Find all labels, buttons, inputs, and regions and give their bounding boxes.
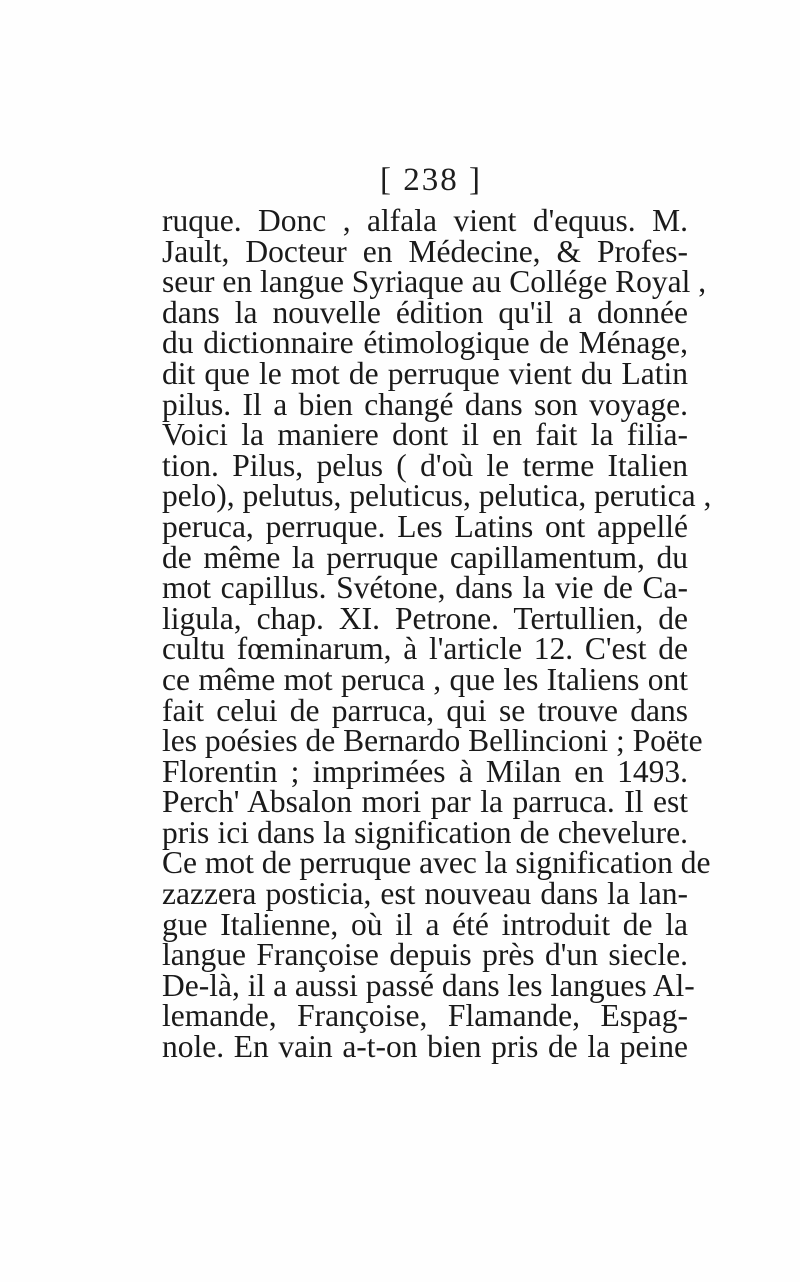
text-line: Jault, Docteur en Médecine, & Profes- (162, 233, 688, 269)
page-number: [ 238 ] (380, 162, 482, 198)
body-text (162, 203, 712, 1065)
text-line: dit que le mot de perruque vient du Latin (162, 355, 688, 391)
text-line: mot capillus. Svétone, dans la vie de Ca- (162, 570, 688, 606)
text-line: nole. En vain a-t-on bien pris de la peine (162, 1029, 688, 1065)
text-line: du dictionnaire étimologique de Ménage, (162, 325, 688, 361)
text-line: langue Françoise depuis près d'un siecle. (162, 937, 688, 973)
text-line: pilus. Il a bien changé dans son voyage. (162, 386, 688, 422)
text-line: Perch' Absalon mori par la parruca. Il est (162, 784, 688, 820)
text-line: pris ici dans la signification de chevelure. (162, 814, 688, 850)
text-line: cultu fœminarum, à l'article 12. C'est de (162, 631, 688, 667)
text-line: gue Italienne, où il a été introduit de la (162, 906, 688, 942)
text-line: ce même mot peruca , que les Italiens ont (162, 661, 688, 697)
text-line: ligula, chap. XI. Petrone. Tertullien, de (162, 600, 688, 636)
text-line: pelo), pelutus, peluticus, pelutica, perutica , (162, 478, 712, 514)
text-line: peruca, perruque. Les Latins ont appellé (162, 508, 688, 544)
text-line: Voici la maniere dont il en fait la filia- (162, 417, 688, 453)
text-line: De-là, il a aussi passé dans les langues Al- (162, 967, 695, 1003)
text-line: les poésies de Bernardo Bellincioni ; Poëte (162, 723, 703, 759)
text-line: dans la nouvelle édition qu'il a donnée (162, 294, 688, 330)
text-line: seur en langue Syriaque au Collége Royal , (162, 264, 707, 300)
text-line: tion. Pilus, pelus ( d'où le terme Italien (162, 447, 688, 483)
text-line: lemande, Françoise, Flamande, Espag- (162, 998, 688, 1034)
text-line: fait celui de parruca, qui se trouve dans (162, 692, 688, 728)
text-line: ruque. Donc , alfala vient d'equus. M. (162, 203, 688, 238)
text-line: zazzera posticia, est nouveau dans la lan- (162, 876, 688, 912)
text-line: Ce mot de perruque avec la signification de (162, 845, 711, 881)
text-line: Florentin ; imprimées à Milan en 1493. (162, 753, 688, 789)
text-line: de même la perruque capillamentum, du (162, 539, 688, 575)
